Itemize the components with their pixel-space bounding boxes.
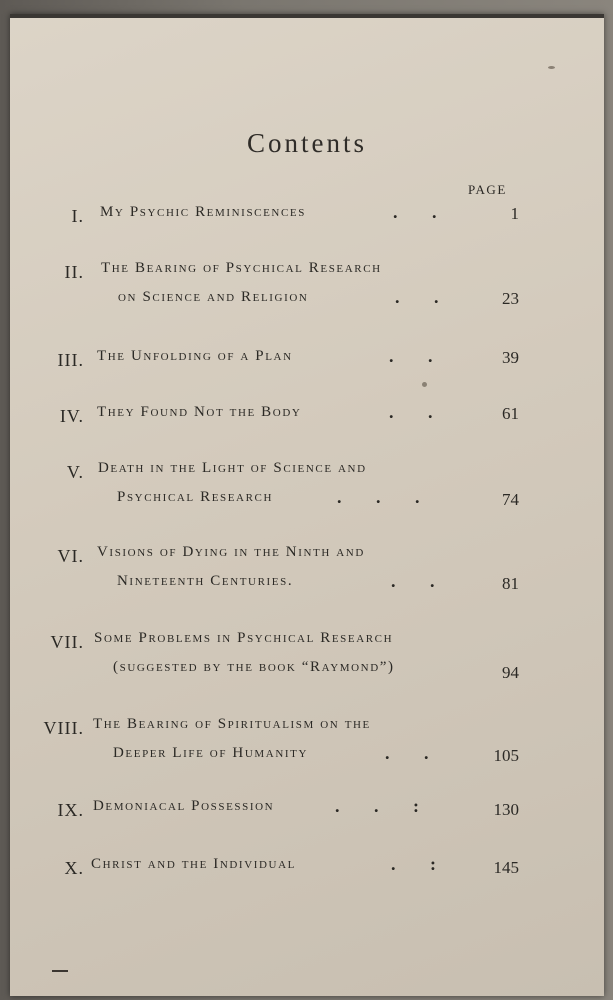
chapter-title-line: on Science and Religion — [118, 289, 309, 305]
leader-dots: . . — [389, 402, 433, 422]
leader-dots: . . — [391, 571, 435, 591]
toc-entry-6 — [10, 544, 604, 593]
chapter-title-line: Nineteenth Centuries. — [117, 573, 294, 589]
chapter-number: VIII. — [43, 718, 84, 738]
page-number: 94 — [502, 663, 519, 682]
page-number: 74 — [502, 490, 519, 509]
chapter-number: IV. — [59, 406, 84, 426]
toc-entry-2 — [10, 260, 604, 308]
leader-dots: . . — [389, 346, 433, 366]
toc-entry-7 — [10, 630, 604, 682]
leader-dots: . : — [391, 854, 436, 874]
chapter-number: II. — [64, 262, 84, 282]
chapter-title-line: Demoniacal Possession — [93, 798, 275, 814]
chapter-number: X. — [64, 858, 84, 878]
chapter-title-line: Deeper Life of Humanity — [113, 745, 308, 761]
chapter-title-line: Visions of Dying in the Ninth and — [97, 544, 365, 560]
page-number: 130 — [493, 800, 519, 819]
chapter-number: V. — [66, 462, 84, 482]
page-title: Contents — [246, 128, 367, 158]
book-page — [10, 14, 604, 996]
chapter-title-line: The Unfolding of a Plan — [97, 348, 293, 364]
leader-dots: . . — [385, 743, 429, 763]
chapter-title-line: My Psychic Reminiscences — [100, 204, 306, 220]
chapter-title-line: Death in the Light of Science and — [98, 460, 367, 476]
leader-dots: . . — [393, 202, 437, 222]
chapter-title-line: Psychical Research — [117, 489, 274, 505]
paper-speck — [422, 382, 427, 387]
chapter-number: IX. — [57, 800, 84, 820]
chapter-title-line: Some Problems in Psychical Research — [94, 630, 394, 646]
chapter-title-line: The Bearing of Psychical Research — [101, 260, 382, 276]
chapter-number: VI. — [57, 546, 84, 566]
toc-entry-3 — [10, 348, 604, 378]
leader-dots: . . — [395, 287, 439, 307]
toc-entry-1 — [10, 204, 604, 234]
paper-speck — [548, 66, 555, 69]
page-number: 145 — [493, 858, 519, 877]
leader-dots: . . : — [335, 796, 419, 816]
page-number: 81 — [502, 574, 519, 593]
page-number: 1 — [510, 204, 519, 223]
toc-entry-4 — [10, 404, 604, 434]
page-number: 23 — [502, 289, 519, 308]
toc-entry-8 — [10, 716, 604, 765]
toc-entry-5 — [10, 460, 604, 509]
chapter-title-line: Christ and the Individual — [91, 856, 296, 872]
chapter-number: III. — [57, 350, 84, 370]
page-number: 61 — [502, 404, 519, 423]
page-column-label: PAGE — [468, 182, 507, 197]
paper-mark — [52, 970, 68, 972]
leader-dots: . . . — [337, 487, 420, 507]
page-number: 39 — [502, 348, 519, 367]
chapter-title-line: They Found Not the Body — [97, 404, 302, 420]
chapter-number: VII. — [50, 632, 84, 652]
toc-entry-10 — [10, 856, 604, 886]
chapter-title-line: The Bearing of Spiritualism on the — [93, 716, 371, 732]
chapter-number: I. — [71, 206, 84, 226]
page-number: 105 — [493, 746, 519, 765]
toc-entry-9 — [10, 798, 604, 828]
chapter-title-line: (suggested by the book “Raymond”) — [113, 659, 395, 675]
